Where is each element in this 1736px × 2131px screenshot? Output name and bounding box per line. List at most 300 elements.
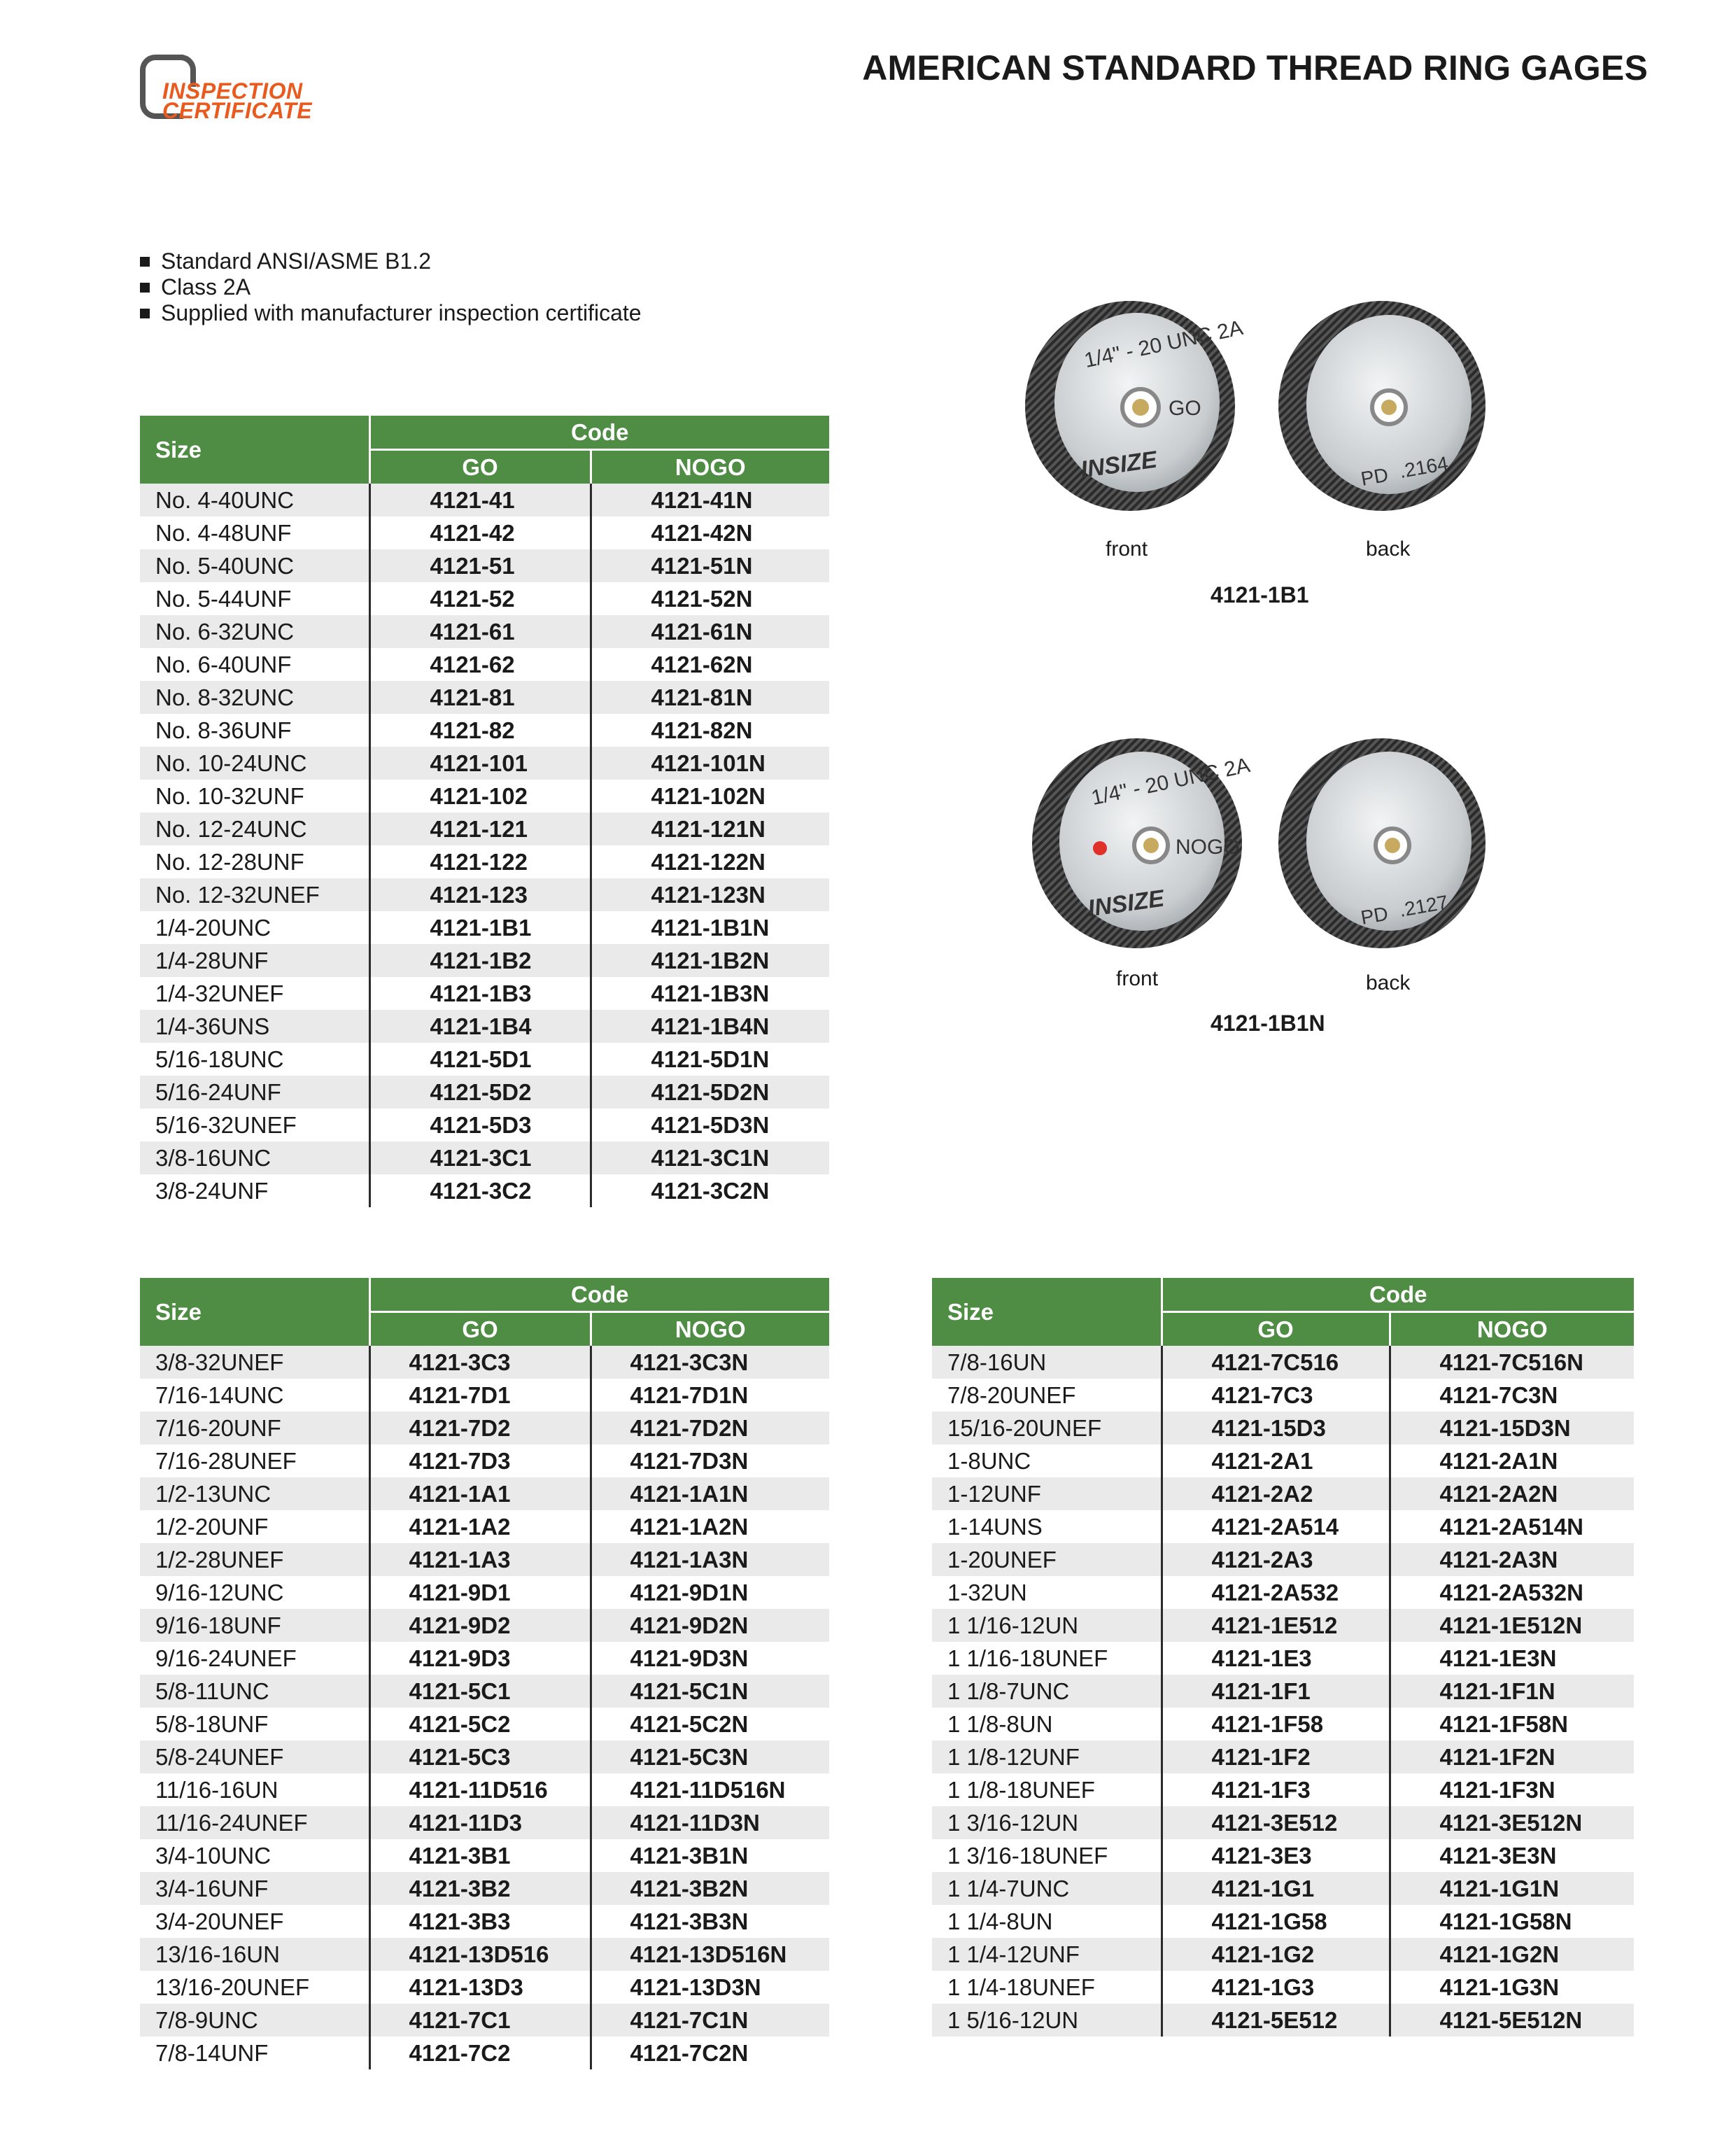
go-code-cell: 4121-1A3 (369, 1543, 591, 1576)
go-header: GO (1162, 1312, 1390, 1346)
nogo-code-cell: 4121-1E3N (1390, 1642, 1634, 1675)
table-row (932, 1839, 1634, 1872)
go-code-cell: 4121-1F58 (1162, 1708, 1390, 1740)
table-row (932, 1379, 1634, 1412)
nogo-code-cell: 4121-9D2N (591, 1609, 829, 1642)
nogo-code-cell: 4121-9D3N (591, 1642, 829, 1675)
table-row (140, 1576, 829, 1609)
size-cell: 1/4-28UNF (140, 944, 369, 977)
gage-back-pd-label: PD (1359, 902, 1390, 929)
table-row (140, 1543, 829, 1576)
go-code-cell: 4121-7C3 (1162, 1379, 1390, 1412)
go-code-cell: 4121-123 (369, 878, 591, 911)
go-code-cell: 4121-1G3 (1162, 1971, 1390, 2004)
size-cell: 1 1/4-7UNC (932, 1872, 1162, 1905)
size-cell: 7/8-16UN (932, 1346, 1162, 1379)
go-code-cell: 4121-2A3 (1162, 1543, 1390, 1576)
go-header: GO (369, 450, 591, 484)
size-cell: No. 10-32UNF (140, 780, 369, 813)
table-row (932, 1905, 1634, 1938)
size-cell: 3/8-32UNEF (140, 1346, 369, 1379)
gage-back (1278, 738, 1486, 948)
go-code-cell: 4121-82 (369, 714, 591, 747)
go-code-cell: 4121-5C3 (369, 1740, 591, 1773)
size-cell: 3/8-24UNF (140, 1174, 369, 1207)
nogo-code-cell: 4121-5E512N (1390, 2004, 1634, 2037)
gage-back-pd-value: .2164 (1397, 452, 1450, 482)
size-cell: 1/2-13UNC (140, 1477, 369, 1510)
size-cell: 3/4-20UNEF (140, 1905, 369, 1938)
table-row (140, 1806, 829, 1839)
go-code-cell: 4121-101 (369, 747, 591, 780)
feature-item: Class 2A (140, 274, 642, 300)
gage-front (1025, 301, 1245, 511)
size-cell: 7/16-28UNEF (140, 1444, 369, 1477)
size-code-table-2 (140, 1278, 829, 2069)
gage-front-spec-text: 1/4" - 20 UNC 2A (1089, 753, 1252, 810)
nogo-code-cell: 4121-1B4N (591, 1010, 829, 1043)
size-cell: 1-8UNC (932, 1444, 1162, 1477)
go-code-cell: 4121-7D2 (369, 1412, 591, 1444)
size-cell: 5/16-32UNEF (140, 1109, 369, 1141)
size-cell: 3/4-10UNC (140, 1839, 369, 1872)
size-cell: 1-12UNF (932, 1477, 1162, 1510)
table-row (140, 845, 829, 878)
size-cell: 1/4-36UNS (140, 1010, 369, 1043)
table-row (932, 1806, 1634, 1839)
table-row (140, 780, 829, 813)
go-code-cell: 4121-3C1 (369, 1141, 591, 1174)
table-row (140, 1412, 829, 1444)
gage-back-pd-value: .2127 (1397, 891, 1450, 922)
size-cell: 7/8-14UNF (140, 2037, 369, 2069)
go-code-cell: 4121-121 (369, 813, 591, 845)
size-cell: 7/16-20UNF (140, 1412, 369, 1444)
size-cell: 3/8-16UNC (140, 1141, 369, 1174)
nogo-code-cell: 4121-121N (591, 813, 829, 845)
size-cell: 9/16-12UNC (140, 1576, 369, 1609)
size-cell: 7/8-9UNC (140, 2004, 369, 2037)
nogo-code-cell: 4121-5D1N (591, 1043, 829, 1076)
table-row (140, 911, 829, 944)
go-code-cell: 4121-5D1 (369, 1043, 591, 1076)
size-cell: No. 6-32UNC (140, 615, 369, 648)
nogo-code-cell: 4121-7C516N (1390, 1346, 1634, 1379)
gage-front (1032, 738, 1252, 948)
go-code-cell: 4121-5C2 (369, 1708, 591, 1740)
size-cell: No. 10-24UNC (140, 747, 369, 780)
go-code-cell: 4121-7C1 (369, 2004, 591, 2037)
nogo-code-cell: 4121-1A3N (591, 1543, 829, 1576)
size-code-table-1 (140, 416, 829, 1207)
table-row (140, 1971, 829, 2004)
gage-front-mark-text: GO (1169, 397, 1201, 420)
size-cell: No. 12-24UNC (140, 813, 369, 845)
nogo-header: NOGO (591, 450, 829, 484)
size-cell: No. 12-28UNF (140, 845, 369, 878)
go-code-cell: 4121-3C3 (369, 1346, 591, 1379)
nogo-code-cell: 4121-1G3N (1390, 1971, 1634, 2004)
go-code-cell: 4121-122 (369, 845, 591, 878)
nogo-code-cell: 4121-3E3N (1390, 1839, 1634, 1872)
size-cell: No. 5-44UNF (140, 582, 369, 615)
photo-1-front-label: front (1106, 537, 1148, 561)
table-row (140, 1141, 829, 1174)
go-header: GO (369, 1312, 591, 1346)
size-cell: 1/2-28UNEF (140, 1543, 369, 1576)
size-cell: 1-20UNEF (932, 1543, 1162, 1576)
size-header: Size (140, 1278, 369, 1346)
table-row (140, 582, 829, 615)
table-row (932, 1444, 1634, 1477)
table-row (932, 2004, 1634, 2037)
table-row (140, 1379, 829, 1412)
nogo-code-cell: 4121-7D3N (591, 1444, 829, 1477)
table-row (932, 1609, 1634, 1642)
nogo-code-cell: 4121-1F58N (1390, 1708, 1634, 1740)
gage-back-pd-label: PD (1359, 463, 1390, 490)
size-cell: 5/8-11UNC (140, 1675, 369, 1708)
nogo-code-cell: 4121-2A1N (1390, 1444, 1634, 1477)
nogo-ring-gage-photo (1015, 721, 1504, 966)
size-cell: 1 1/8-18UNEF (932, 1773, 1162, 1806)
size-header: Size (140, 416, 369, 484)
go-code-cell: 4121-3B1 (369, 1839, 591, 1872)
nogo-header: NOGO (1390, 1312, 1634, 1346)
nogo-code-cell: 4121-5D3N (591, 1109, 829, 1141)
nogo-code-cell: 4121-7C2N (591, 2037, 829, 2069)
gage-brand-text: INSIZE (1086, 885, 1166, 922)
feature-list (140, 248, 642, 326)
nogo-code-cell: 4121-1G1N (1390, 1872, 1634, 1905)
nogo-code-cell: 4121-1E512N (1390, 1609, 1634, 1642)
nogo-red-dot-icon (1093, 841, 1107, 855)
nogo-code-cell: 4121-7D1N (591, 1379, 829, 1412)
go-code-cell: 4121-1G1 (1162, 1872, 1390, 1905)
table-row (932, 1938, 1634, 1971)
nogo-code-cell: 4121-62N (591, 648, 829, 681)
size-cell: 9/16-24UNEF (140, 1642, 369, 1675)
go-code-cell: 4121-13D3 (369, 1971, 591, 2004)
go-code-cell: 4121-7C516 (1162, 1346, 1390, 1379)
size-cell: 1 3/16-18UNEF (932, 1839, 1162, 1872)
nogo-code-cell: 4121-81N (591, 681, 829, 714)
nogo-code-cell: 4121-7C1N (591, 2004, 829, 2037)
nogo-code-cell: 4121-102N (591, 780, 829, 813)
nogo-code-cell: 4121-61N (591, 615, 829, 648)
nogo-code-cell: 4121-123N (591, 878, 829, 911)
go-code-cell: 4121-1A1 (369, 1477, 591, 1510)
go-code-cell: 4121-7C2 (369, 2037, 591, 2069)
table-row (140, 1872, 829, 1905)
nogo-code-cell: 4121-2A514N (1390, 1510, 1634, 1543)
table-row (932, 1346, 1634, 1379)
nogo-code-cell: 4121-7D2N (591, 1412, 829, 1444)
table-row (140, 878, 829, 911)
go-code-cell: 4121-11D3 (369, 1806, 591, 1839)
go-ring-gage-photo (1008, 287, 1497, 525)
size-cell: 1 1/8-7UNC (932, 1675, 1162, 1708)
size-cell: 1 1/16-12UN (932, 1609, 1162, 1642)
inspection-certificate-logo (140, 55, 350, 123)
table-row (140, 1346, 829, 1379)
go-code-cell: 4121-1G2 (1162, 1938, 1390, 1971)
size-cell: 1/4-32UNEF (140, 977, 369, 1010)
nogo-code-cell: 4121-122N (591, 845, 829, 878)
size-header: Size (932, 1278, 1162, 1346)
photo-2-code: 4121-1B1N (1211, 1011, 1325, 1036)
table-row (932, 1872, 1634, 1905)
photo-2-front-label: front (1116, 967, 1159, 990)
table-row (140, 1773, 829, 1806)
go-code-cell: 4121-3E3 (1162, 1839, 1390, 1872)
go-code-cell: 4121-5D3 (369, 1109, 591, 1141)
table-row (140, 977, 829, 1010)
table-row (140, 1076, 829, 1109)
size-cell: No. 6-40UNF (140, 648, 369, 681)
nogo-code-cell: 4121-5C3N (591, 1740, 829, 1773)
table-row (140, 1510, 829, 1543)
gage-front-mark-text: NOGO (1176, 836, 1240, 859)
table-row (932, 1412, 1634, 1444)
go-code-cell: 4121-5C1 (369, 1675, 591, 1708)
size-cell: 5/16-24UNF (140, 1076, 369, 1109)
go-code-cell: 4121-1E3 (1162, 1642, 1390, 1675)
size-cell: 1-32UN (932, 1576, 1162, 1609)
size-cell: 5/8-24UNEF (140, 1740, 369, 1773)
nogo-code-cell: 4121-5C2N (591, 1708, 829, 1740)
size-cell: 13/16-20UNEF (140, 1971, 369, 2004)
go-code-cell: 4121-7D1 (369, 1379, 591, 1412)
table-row (140, 747, 829, 780)
table-row (140, 1109, 829, 1141)
go-code-cell: 4121-1B1 (369, 911, 591, 944)
nogo-code-cell: 4121-82N (591, 714, 829, 747)
size-cell: 15/16-20UNEF (932, 1412, 1162, 1444)
nogo-code-cell: 4121-2A3N (1390, 1543, 1634, 1576)
go-code-cell: 4121-2A2 (1162, 1477, 1390, 1510)
size-code-table-3 (932, 1278, 1634, 2037)
size-cell: 9/16-18UNF (140, 1609, 369, 1642)
go-code-cell: 4121-1F1 (1162, 1675, 1390, 1708)
nogo-code-cell: 4121-3B3N (591, 1905, 829, 1938)
table-row (140, 1010, 829, 1043)
go-code-cell: 4121-61 (369, 615, 591, 648)
table-row (140, 1839, 829, 1872)
size-cell: 1 1/4-8UN (932, 1905, 1162, 1938)
nogo-code-cell: 4121-5D2N (591, 1076, 829, 1109)
size-cell: 1 5/16-12UN (932, 2004, 1162, 2037)
table-row (932, 1576, 1634, 1609)
go-code-cell: 4121-3B2 (369, 1872, 591, 1905)
go-code-cell: 4121-11D516 (369, 1773, 591, 1806)
table-row (932, 1740, 1634, 1773)
size-cell: No. 8-36UNF (140, 714, 369, 747)
nogo-code-cell: 4121-1G2N (1390, 1938, 1634, 1971)
nogo-code-cell: 4121-1F1N (1390, 1675, 1634, 1708)
size-cell: 1 1/8-8UN (932, 1708, 1162, 1740)
nogo-code-cell: 4121-1A2N (591, 1510, 829, 1543)
nogo-code-cell: 4121-1F3N (1390, 1773, 1634, 1806)
page-title: AMERICAN STANDARD THREAD RING GAGES (862, 48, 1648, 87)
size-cell: No. 12-32UNEF (140, 878, 369, 911)
size-cell: 13/16-16UN (140, 1938, 369, 1971)
table-row (140, 1740, 829, 1773)
logo-line-2: CERTIFICATE (162, 98, 313, 123)
nogo-code-cell: 4121-7C3N (1390, 1379, 1634, 1412)
go-code-cell: 4121-5E512 (1162, 2004, 1390, 2037)
table-row (140, 1708, 829, 1740)
nogo-code-cell: 4121-1F2N (1390, 1740, 1634, 1773)
table-row (140, 1043, 829, 1076)
table-row (140, 944, 829, 977)
go-code-cell: 4121-5D2 (369, 1076, 591, 1109)
go-code-cell: 4121-2A532 (1162, 1576, 1390, 1609)
photo-1-back-label: back (1366, 537, 1411, 561)
feature-item: Standard ANSI/ASME B1.2 (140, 248, 642, 274)
size-cell: 1/2-20UNF (140, 1510, 369, 1543)
go-code-cell: 4121-81 (369, 681, 591, 714)
go-code-cell: 4121-1B2 (369, 944, 591, 977)
table-row (140, 484, 829, 516)
table-row (140, 1174, 829, 1207)
nogo-code-cell: 4121-2A532N (1390, 1576, 1634, 1609)
go-code-cell: 4121-3E512 (1162, 1806, 1390, 1839)
size-cell: 11/16-24UNEF (140, 1806, 369, 1839)
nogo-code-cell: 4121-51N (591, 549, 829, 582)
logo-line-1: INSPECTION (162, 78, 303, 104)
go-code-cell: 4121-102 (369, 780, 591, 813)
table-row (140, 813, 829, 845)
nogo-code-cell: 4121-11D516N (591, 1773, 829, 1806)
go-code-cell: 4121-42 (369, 516, 591, 549)
table-row (140, 549, 829, 582)
gage-front-spec-text: 1/4" - 20 UNC 2A (1082, 316, 1245, 373)
go-code-cell: 4121-1F2 (1162, 1740, 1390, 1773)
nogo-code-cell: 4121-1G58N (1390, 1905, 1634, 1938)
size-cell: 1 1/8-12UNF (932, 1740, 1162, 1773)
size-cell: No. 4-40UNC (140, 484, 369, 516)
size-cell: 1-14UNS (932, 1510, 1162, 1543)
table-row (140, 714, 829, 747)
size-cell: No. 8-32UNC (140, 681, 369, 714)
size-cell: 7/16-14UNC (140, 1379, 369, 1412)
code-header: Code (369, 1278, 829, 1312)
nogo-code-cell: 4121-13D516N (591, 1938, 829, 1971)
nogo-code-cell: 4121-41N (591, 484, 829, 516)
size-cell: No. 4-48UNF (140, 516, 369, 549)
go-code-cell: 4121-7D3 (369, 1444, 591, 1477)
size-cell: No. 5-40UNC (140, 549, 369, 582)
go-code-cell: 4121-1B4 (369, 1010, 591, 1043)
table-row (932, 1708, 1634, 1740)
table-row (140, 2037, 829, 2069)
nogo-code-cell: 4121-101N (591, 747, 829, 780)
gage-brand-text: INSIZE (1079, 446, 1159, 484)
table-row (932, 1675, 1634, 1708)
go-code-cell: 4121-1G58 (1162, 1905, 1390, 1938)
table-row (140, 1938, 829, 1971)
go-code-cell: 4121-41 (369, 484, 591, 516)
go-code-cell: 4121-1F3 (1162, 1773, 1390, 1806)
go-code-cell: 4121-3B3 (369, 1905, 591, 1938)
go-code-cell: 4121-2A514 (1162, 1510, 1390, 1543)
table-row (140, 516, 829, 549)
go-code-cell: 4121-1A2 (369, 1510, 591, 1543)
nogo-code-cell: 4121-3E512N (1390, 1806, 1634, 1839)
size-cell: 5/16-18UNC (140, 1043, 369, 1076)
nogo-code-cell: 4121-9D1N (591, 1576, 829, 1609)
go-code-cell: 4121-3C2 (369, 1174, 591, 1207)
nogo-code-cell: 4121-3C3N (591, 1346, 829, 1379)
nogo-code-cell: 4121-1B2N (591, 944, 829, 977)
table-row (932, 1642, 1634, 1675)
table-row (140, 615, 829, 648)
nogo-code-cell: 4121-2A2N (1390, 1477, 1634, 1510)
size-cell: 1 1/16-18UNEF (932, 1642, 1162, 1675)
size-cell: 1 1/4-12UNF (932, 1938, 1162, 1971)
go-code-cell: 4121-13D516 (369, 1938, 591, 1971)
size-cell: 7/8-20UNEF (932, 1379, 1162, 1412)
table-row (140, 1444, 829, 1477)
feature-item: Supplied with manufacturer inspection certificate (140, 300, 642, 326)
table-row (140, 648, 829, 681)
go-code-cell: 4121-51 (369, 549, 591, 582)
nogo-code-cell: 4121-1B1N (591, 911, 829, 944)
table-row (932, 1477, 1634, 1510)
table-row (140, 1477, 829, 1510)
nogo-code-cell: 4121-5C1N (591, 1675, 829, 1708)
go-code-cell: 4121-9D1 (369, 1576, 591, 1609)
go-code-cell: 4121-15D3 (1162, 1412, 1390, 1444)
go-code-cell: 4121-62 (369, 648, 591, 681)
table-row (932, 1510, 1634, 1543)
nogo-code-cell: 4121-1B3N (591, 977, 829, 1010)
go-code-cell: 4121-52 (369, 582, 591, 615)
table-row (140, 1675, 829, 1708)
photo-1-code: 4121-1B1 (1211, 582, 1309, 607)
go-code-cell: 4121-9D2 (369, 1609, 591, 1642)
table-row (932, 1971, 1634, 2004)
size-cell: 5/8-18UNF (140, 1708, 369, 1740)
table-row (932, 1773, 1634, 1806)
gage-back (1278, 301, 1486, 511)
table-row (140, 1905, 829, 1938)
nogo-code-cell: 4121-3B2N (591, 1872, 829, 1905)
code-header: Code (1162, 1278, 1634, 1312)
size-cell: 3/4-16UNF (140, 1872, 369, 1905)
table-row (140, 1642, 829, 1675)
table-row (932, 1543, 1634, 1576)
nogo-code-cell: 4121-13D3N (591, 1971, 829, 2004)
nogo-code-cell: 4121-3C1N (591, 1141, 829, 1174)
nogo-code-cell: 4121-1A1N (591, 1477, 829, 1510)
size-cell: 1/4-20UNC (140, 911, 369, 944)
nogo-code-cell: 4121-11D3N (591, 1806, 829, 1839)
code-header: Code (369, 416, 829, 450)
size-cell: 1 1/4-18UNEF (932, 1971, 1162, 2004)
table-row (140, 2004, 829, 2037)
size-cell: 11/16-16UN (140, 1773, 369, 1806)
go-code-cell: 4121-1B3 (369, 977, 591, 1010)
nogo-code-cell: 4121-52N (591, 582, 829, 615)
nogo-code-cell: 4121-15D3N (1390, 1412, 1634, 1444)
go-code-cell: 4121-2A1 (1162, 1444, 1390, 1477)
go-code-cell: 4121-1E512 (1162, 1609, 1390, 1642)
nogo-code-cell: 4121-3C2N (591, 1174, 829, 1207)
table-row (140, 681, 829, 714)
table-row (140, 1609, 829, 1642)
